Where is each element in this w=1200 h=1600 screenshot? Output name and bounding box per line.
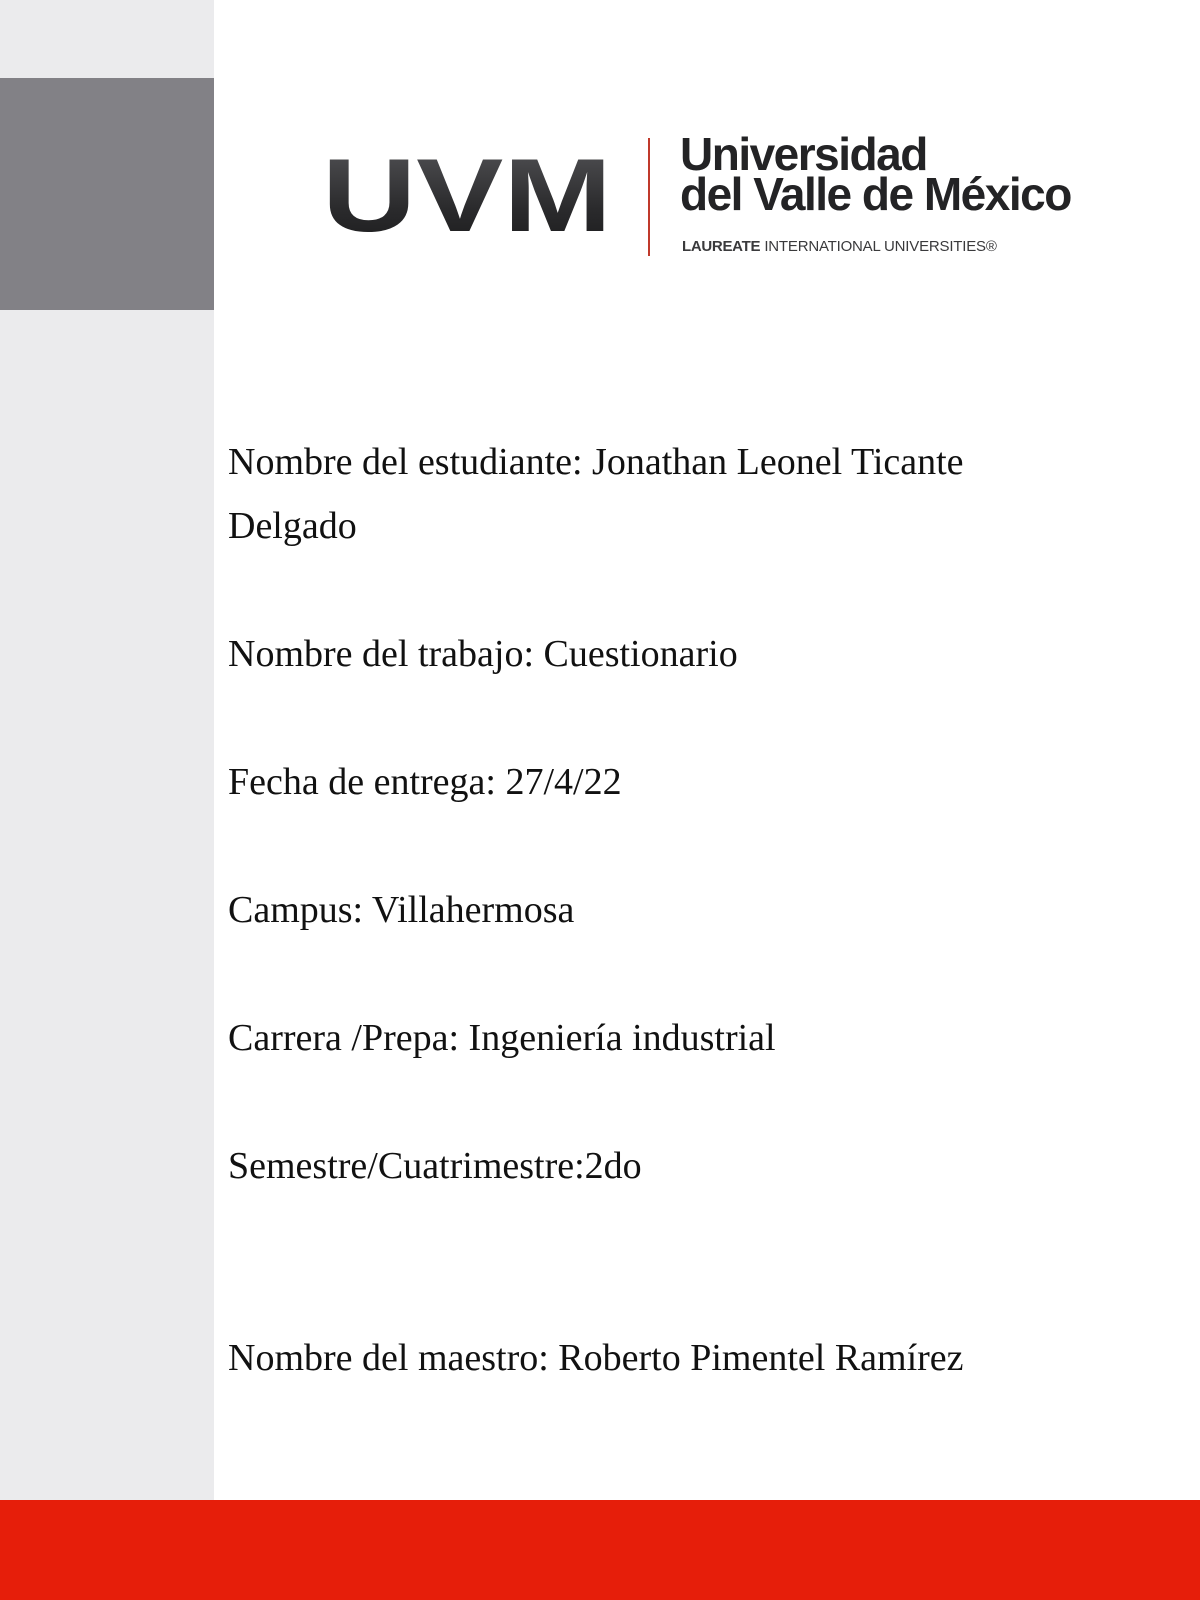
logo-divider	[648, 138, 650, 256]
career: Carrera /Prepa: Ingeniería industrial	[228, 1017, 776, 1059]
cover-fields	[228, 430, 1088, 1390]
semester: Semestre/Cuatrimestre:2do	[228, 1145, 642, 1187]
university-name	[680, 128, 1071, 220]
logo-tagline	[682, 238, 997, 255]
work-name: Nombre del trabajo: Cuestionario	[228, 633, 738, 675]
uvm-logo-mark-text: UVM	[322, 138, 612, 254]
tagline-rest: INTERNATIONAL UNIVERSITIES®	[764, 238, 997, 255]
university-name-line1: Universidad	[680, 128, 927, 180]
bottom-red-bar	[0, 1500, 1200, 1600]
delivery-date: Fecha de entrega: 27/4/22	[228, 761, 622, 803]
campus: Campus: Villahermosa	[228, 889, 575, 931]
uvm-logo-mark	[322, 132, 622, 262]
uvm-logo	[322, 128, 1071, 262]
tagline-strong: LAUREATE	[682, 238, 761, 255]
university-name-line2: del Valle de México	[680, 168, 1071, 220]
gray-block	[0, 78, 214, 310]
teacher-name: Nombre del maestro: Roberto Pimentel Ramírez	[228, 1337, 964, 1379]
student-name: Nombre del estudiante: Jonathan Leonel Ticante Delgado	[228, 441, 964, 547]
